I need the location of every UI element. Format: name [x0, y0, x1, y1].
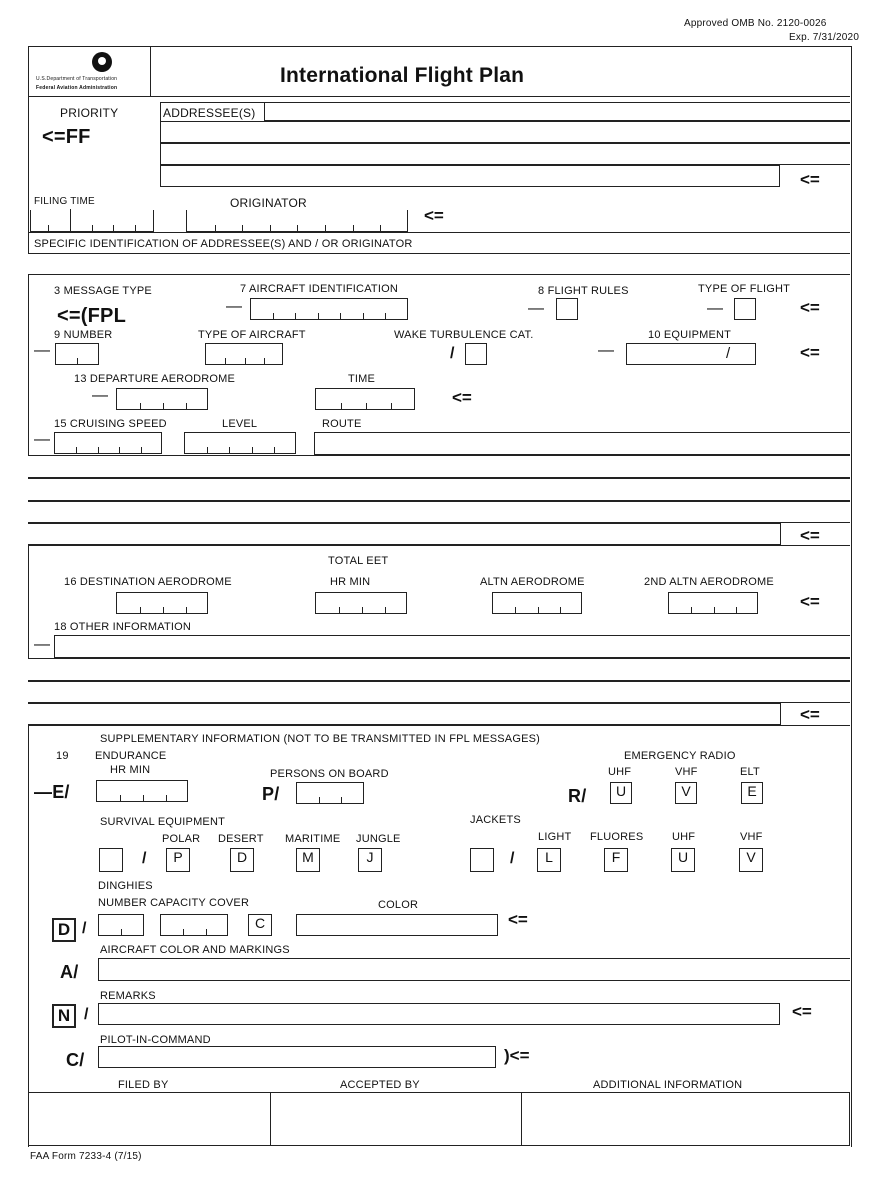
addressees-label: ADDRESSEE(S) — [163, 106, 256, 120]
survival-equipment-label: SURVIVAL EQUIPMENT — [100, 816, 226, 828]
end-marker: <= — [792, 1002, 812, 1021]
priority-label: PRIORITY — [60, 106, 119, 120]
other-information-field-2[interactable] — [28, 658, 850, 681]
filed-by-field[interactable] — [28, 1092, 271, 1146]
accepted-by-label: ACCEPTED BY — [340, 1079, 420, 1091]
level-field[interactable] — [184, 432, 296, 454]
divider — [150, 46, 151, 96]
cruising-speed-label: 15 CRUISING SPEED — [54, 418, 167, 430]
additional-information-field[interactable] — [521, 1092, 850, 1146]
altn-aerodrome-label: ALTN AERODROME — [480, 576, 585, 588]
dinghies-color-field[interactable] — [296, 914, 498, 936]
fluores-checkbox[interactable]: F — [604, 848, 628, 872]
aircraft-color-prefix: A/ — [60, 962, 79, 982]
remarks-code: N — [52, 1004, 76, 1028]
pilot-in-command-prefix: C/ — [66, 1050, 85, 1070]
endurance-prefix: —E/ — [34, 782, 70, 802]
form-number: FAA Form 7233-4 (7/15) — [30, 1151, 142, 1162]
aircraft-color-field[interactable] — [98, 958, 850, 981]
endurance-field[interactable] — [96, 780, 188, 802]
addressee-field-4[interactable] — [160, 165, 780, 187]
end-marker: <= — [800, 526, 820, 545]
divider — [28, 545, 850, 546]
item-19-label: 19 — [56, 750, 69, 762]
filing-time-field[interactable] — [30, 210, 154, 232]
dinghies-columns-label: NUMBER CAPACITY COVER — [98, 897, 250, 909]
dinghies-cover-checkbox[interactable]: C — [248, 914, 272, 936]
omb-number: Approved OMB No. 2120-0026 — [684, 18, 827, 29]
dash: — — [34, 342, 50, 359]
maritime-checkbox[interactable]: M — [296, 848, 320, 872]
dash: — — [707, 300, 723, 317]
jacket-uhf-checkbox[interactable]: U — [671, 848, 695, 872]
end-marker: <= — [800, 705, 820, 724]
dinghies-number-field[interactable] — [98, 914, 144, 936]
aircraft-color-label: AIRCRAFT COLOR AND MARKINGS — [100, 944, 290, 956]
number-label: 9 NUMBER — [54, 329, 113, 341]
uhf-label: UHF — [608, 766, 632, 778]
aircraft-id-field[interactable] — [250, 298, 408, 320]
other-information-field-1[interactable] — [54, 635, 850, 658]
expiration-date: Exp. 7/31/2020 — [789, 32, 860, 43]
time-label: TIME — [348, 373, 376, 385]
specific-identification-label: SPECIFIC IDENTIFICATION OF ADDRESSEE(S) AND / OR ORIGINATOR — [34, 238, 413, 250]
elt-label: ELT — [740, 766, 760, 778]
remarks-field[interactable] — [98, 1003, 780, 1025]
vhf-label: VHF — [675, 766, 698, 778]
fluores-label: FLUORES — [590, 831, 644, 843]
type-of-flight-label: TYPE OF FLIGHT — [698, 283, 791, 295]
end-marker: <= — [800, 592, 820, 611]
equipment-label: 10 EQUIPMENT — [648, 329, 732, 341]
end-marker: <= — [508, 910, 528, 929]
number-field[interactable] — [55, 343, 99, 365]
pilot-in-command-label: PILOT-IN-COMMAND — [100, 1034, 211, 1046]
filing-time-label: FILING TIME — [34, 196, 95, 207]
dash: — — [92, 387, 108, 404]
end-marker: <= — [800, 170, 820, 189]
end-marker: <= — [800, 343, 820, 362]
dash: — — [34, 431, 50, 448]
dinghies-color-label: COLOR — [378, 899, 419, 911]
addressee-field-1[interactable] — [264, 102, 850, 121]
agency-line-1: U.S.Department of Transportation — [36, 76, 118, 82]
route-field-4[interactable] — [28, 501, 850, 523]
dash: — — [598, 342, 614, 359]
dinghies-capacity-field[interactable] — [160, 914, 228, 936]
supplementary-heading: SUPPLEMENTARY INFORMATION (NOT TO BE TRANSMITTED IN FPL MESSAGES) — [100, 733, 541, 745]
form-title: International Flight Plan — [280, 64, 525, 87]
jungle-label: JUNGLE — [356, 833, 401, 845]
divider — [28, 725, 850, 726]
persons-on-board-label: PERSONS ON BOARD — [270, 768, 389, 780]
desert-label: DESERT — [218, 833, 264, 845]
jackets-label: JACKETS — [470, 814, 521, 826]
eet-hr-min-label: HR MIN — [330, 576, 371, 588]
level-label: LEVEL — [222, 418, 258, 430]
emergency-radio-label: EMERGENCY RADIO — [624, 750, 736, 762]
uhf-checkbox[interactable]: U — [610, 782, 632, 804]
pilot-in-command-end: )<= — [504, 1046, 530, 1065]
agency-line-2: Federal Aviation Administration — [36, 85, 118, 91]
altn-aerodrome-field[interactable] — [492, 592, 582, 614]
dinghies-slash: / — [82, 920, 87, 937]
pilot-in-command-field[interactable] — [98, 1046, 496, 1068]
light-label: LIGHT — [538, 831, 572, 843]
additional-information-label: ADDITIONAL INFORMATION — [593, 1079, 743, 1091]
jacket-vhf-label: VHF — [740, 831, 763, 843]
total-eet-label: TOTAL EET — [328, 555, 389, 567]
jackets-checkbox[interactable] — [470, 848, 494, 872]
other-information-field-3[interactable] — [28, 681, 850, 703]
persons-on-board-field[interactable] — [296, 782, 364, 804]
endurance-hr-min-label: HR MIN — [110, 764, 151, 776]
equipment-slash: / — [726, 345, 731, 362]
second-altn-aerodrome-label: 2ND ALTN AERODROME — [644, 576, 774, 588]
light-checkbox[interactable]: L — [537, 848, 561, 872]
dash: — — [226, 298, 242, 315]
vhf-checkbox[interactable]: V — [675, 782, 697, 804]
flight-rules-label: 8 FLIGHT RULES — [538, 285, 629, 297]
equipment-field[interactable] — [626, 343, 756, 365]
route-field-5[interactable] — [28, 523, 781, 545]
flight-rules-field[interactable] — [556, 298, 578, 320]
polar-checkbox[interactable]: P — [166, 848, 190, 872]
time-field[interactable] — [315, 388, 415, 410]
originator-label: ORIGINATOR — [230, 196, 307, 210]
departure-label: 13 DEPARTURE AERODROME — [74, 373, 236, 385]
endurance-label: ENDURANCE — [95, 750, 167, 762]
dinghies-code: D — [52, 918, 76, 942]
message-type-label: 3 MESSAGE TYPE — [54, 285, 152, 297]
message-type-fpl: <=(FPL — [57, 305, 126, 327]
addressee-field-2[interactable] — [160, 121, 850, 143]
jackets-slash: / — [510, 850, 515, 867]
persons-prefix: P/ — [262, 784, 280, 804]
second-altn-aerodrome-field[interactable] — [668, 592, 758, 614]
dash: — — [528, 300, 544, 317]
jacket-uhf-label: UHF — [672, 831, 696, 843]
route-label: ROUTE — [322, 418, 362, 430]
emergency-radio-prefix: R/ — [568, 786, 587, 806]
dot-logo-icon — [92, 52, 112, 72]
dash: — — [34, 636, 50, 653]
end-marker: <= — [800, 298, 820, 317]
route-field-1[interactable] — [314, 432, 850, 455]
addressee-field-3[interactable] — [160, 143, 850, 165]
polar-label: POLAR — [162, 833, 201, 845]
route-field-2[interactable] — [28, 455, 850, 478]
end-marker: <= — [424, 206, 444, 225]
maritime-label: MARITIME — [285, 833, 341, 845]
survival-equipment-checkbox[interactable] — [99, 848, 123, 872]
type-of-flight-field[interactable] — [734, 298, 756, 320]
survival-slash: / — [142, 850, 147, 867]
wake-turbulence-label: WAKE TURBULENCE CAT. — [394, 329, 534, 341]
aircraft-id-label: 7 AIRCRAFT IDENTIFICATION — [240, 283, 398, 295]
total-eet-field[interactable] — [315, 592, 407, 614]
destination-label: 16 DESTINATION AERODROME — [64, 576, 232, 588]
jungle-checkbox[interactable]: J — [358, 848, 382, 872]
jacket-vhf-checkbox[interactable]: V — [739, 848, 763, 872]
cruising-speed-field[interactable] — [54, 432, 162, 454]
route-field-3[interactable] — [28, 478, 850, 501]
remarks-slash: / — [84, 1006, 89, 1023]
wake-turbulence-field[interactable] — [465, 343, 487, 365]
remarks-label: REMARKS — [100, 990, 156, 1002]
elt-checkbox[interactable]: E — [741, 782, 763, 804]
divider — [28, 96, 850, 97]
originator-field[interactable] — [186, 210, 408, 232]
other-information-field-4[interactable] — [28, 703, 781, 725]
priority-ff: <=FF — [42, 126, 91, 148]
destination-field[interactable] — [116, 592, 208, 614]
end-marker: <= — [452, 388, 472, 407]
filed-by-label: FILED BY — [118, 1079, 169, 1091]
type-aircraft-label: TYPE OF AIRCRAFT — [198, 329, 306, 341]
accepted-by-field[interactable] — [270, 1092, 522, 1146]
wake-slash: / — [450, 345, 455, 362]
desert-checkbox[interactable]: D — [230, 848, 254, 872]
other-information-label: 18 OTHER INFORMATION — [54, 621, 192, 633]
type-aircraft-field[interactable] — [205, 343, 283, 365]
divider — [28, 232, 850, 233]
departure-field[interactable] — [116, 388, 208, 410]
dinghies-label: DINGHIES — [98, 880, 153, 892]
specific-identification-field[interactable] — [28, 253, 850, 275]
